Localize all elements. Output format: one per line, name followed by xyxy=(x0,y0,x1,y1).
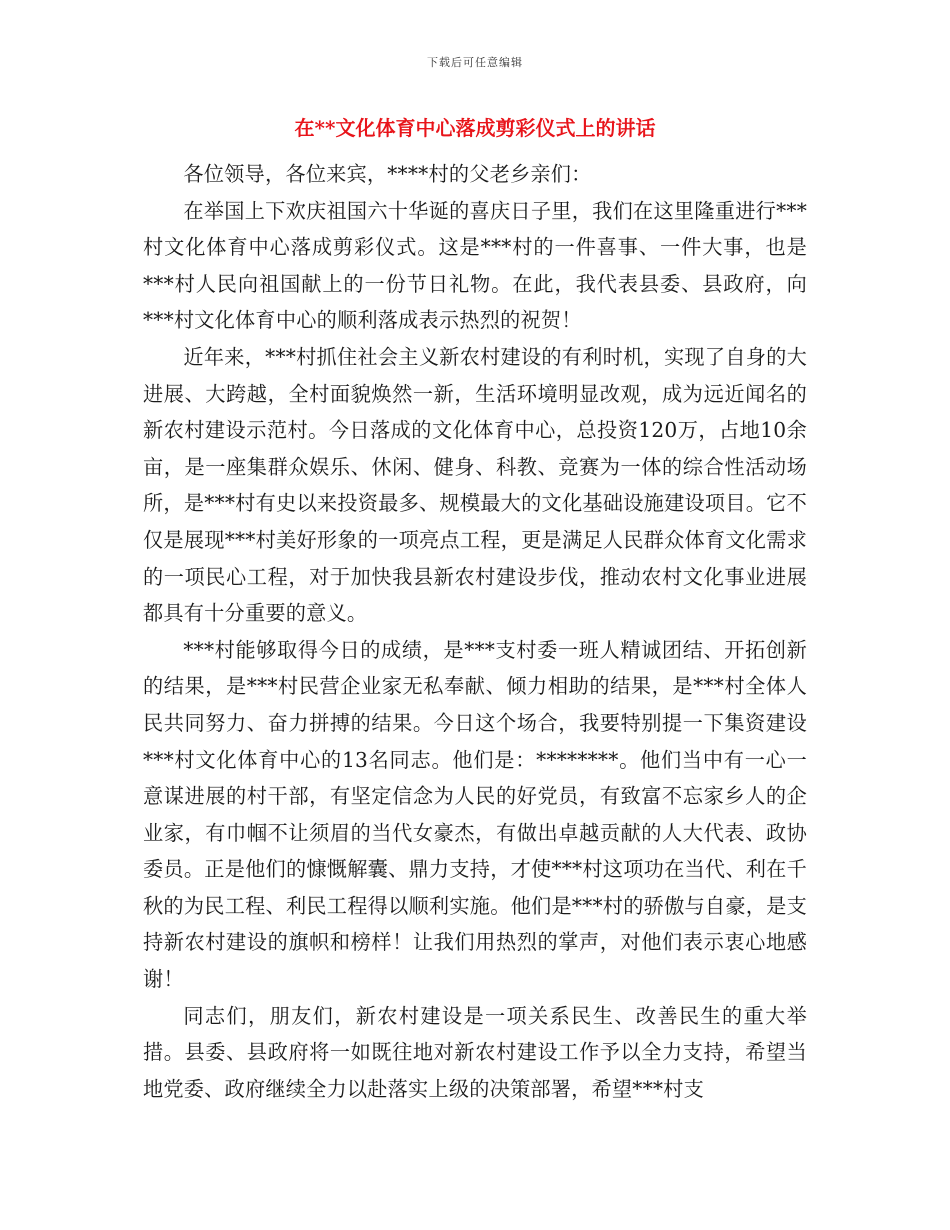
paragraph-acknowledgements: ***村能够取得今日的成绩，是***支村委一班人精诚团结、开拓创新的结果，是***村民营企业家无私奉献、倾力相助的结果，是***村全体人民共同努力、奋力拼搏的结果。今日这个场合，我要特别提一下集资建设***村文化体育中心的13名同志。他们是：********。他们当中有一心一意谋进展的村干部，有坚定信念为人民的好党员，有致富不忘家乡人的企业家，有巾帼不让须眉的当代女豪杰，有做出卓越贡献的人大代表、政协委员。正是他们的慷慨解囊、鼎力支持，才使***村这项功在当代、利在千秋的为民工程、利民工程得以顺利实施。他们是***村的骄傲与自豪，是支持新农村建设的旗帜和榜样！让我们用热烈的掌声，对他们表示衷心地感谢！ xyxy=(143,637,807,992)
page-header-note: 下载后可任意编辑 xyxy=(427,56,523,69)
document-title: 在**文化体育中心落成剪彩仪式上的讲话 xyxy=(294,116,656,140)
paragraph-closing: 同志们，朋友们，新农村建设是一项关系民生、改善民生的重大举措。县委、县政府将一如既往地对新农村建设工作予以全力支持，希望当地党委、政府继续全力以赴落实上级的决策部署，希望***村支 xyxy=(143,1003,807,1101)
document-body xyxy=(143,156,807,1107)
paragraph-salutation: 各位领导，各位来宾，****村的父老乡亲们： xyxy=(183,162,592,186)
paragraph-achievements: 近年来，***村抓住社会主义新农村建设的有利时机，实现了自身的大进展、大跨越，全村面貌焕然一新，生活环境明显改观，成为远近闻名的新农村建设示范村。今日落成的文化体育中心，总投资120万，占地10余亩，是一座集群众娱乐、休闲、健身、科教、竞赛为一体的综合性活动场所，是***村有史以来投资最多、规模最大的文化基础设施建设项目。它不仅是展现***村美好形象的一项亮点工程，更是满足人民群众体育文化需求的一项民心工程，对于加快我县新农村建设步伐，推动农村文化事业进展都具有十分重要的意义。 xyxy=(143,344,807,626)
paragraph-opening: 在举国上下欢庆祖国六十华诞的喜庆日子里，我们在这里隆重进行***村文化体育中心落成剪彩仪式。这是***村的一件喜事、一件大事，也是***村人民向祖国献上的一份节日礼物。在此，我代表县委、县政府，向***村文化体育中心的顺利落成表示热烈的祝贺！ xyxy=(143,198,807,333)
